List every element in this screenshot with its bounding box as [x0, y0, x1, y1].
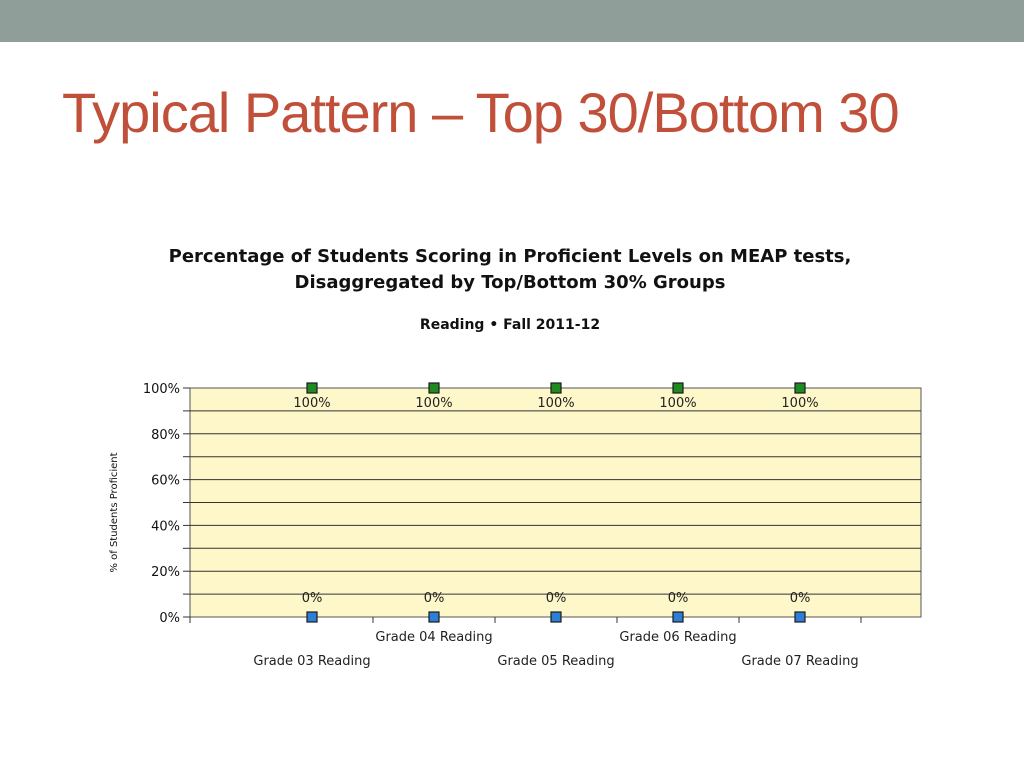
y-axis-label: % of Students Proficient — [109, 452, 120, 573]
bottom-30-marker — [307, 612, 317, 622]
x-category-label: Grade 05 Reading — [497, 654, 615, 669]
data-label: 0% — [423, 591, 445, 606]
y-tick-label: 80% — [151, 427, 180, 443]
data-label: 0% — [789, 591, 811, 606]
data-label: 0% — [667, 591, 689, 606]
bottom-30-marker — [551, 612, 561, 622]
x-category-label: Grade 07 Reading — [741, 654, 859, 669]
top-30-marker — [551, 383, 561, 393]
y-tick-label: 40% — [151, 519, 180, 535]
y-tick-label: 20% — [151, 565, 180, 581]
data-label: 0% — [545, 591, 567, 606]
slide-title: Typical Pattern – Top 30/Bottom 30 — [62, 81, 899, 144]
x-category-label: Grade 06 Reading — [619, 630, 737, 645]
data-label: 100% — [781, 396, 819, 411]
data-label: 0% — [301, 591, 323, 606]
top-30-marker — [673, 383, 683, 393]
bottom-30-marker — [795, 612, 805, 622]
top-30-marker — [307, 383, 317, 393]
x-category-label: Grade 04 Reading — [375, 630, 493, 645]
bottom-30-marker — [673, 612, 683, 622]
data-label: 100% — [415, 396, 453, 411]
x-category-label: Grade 03 Reading — [253, 654, 371, 669]
y-tick-label: 0% — [159, 611, 180, 626]
data-label: 100% — [659, 396, 697, 411]
top-30-marker — [795, 383, 805, 393]
chart-title-line2: Disaggregated by Top/Bottom 30% Groups — [294, 272, 726, 293]
chart-title-line1: Percentage of Students Scoring in Proficient Levels on MEAP tests, — [168, 246, 852, 267]
chart-subtitle: Reading • Fall 2011-12 — [419, 317, 601, 333]
y-tick-label: 100% — [142, 382, 180, 397]
bottom-30-marker — [429, 612, 439, 622]
top-30-marker — [429, 383, 439, 393]
data-label: 100% — [293, 396, 331, 411]
y-tick-label: 60% — [151, 473, 180, 489]
data-label: 100% — [537, 396, 575, 411]
